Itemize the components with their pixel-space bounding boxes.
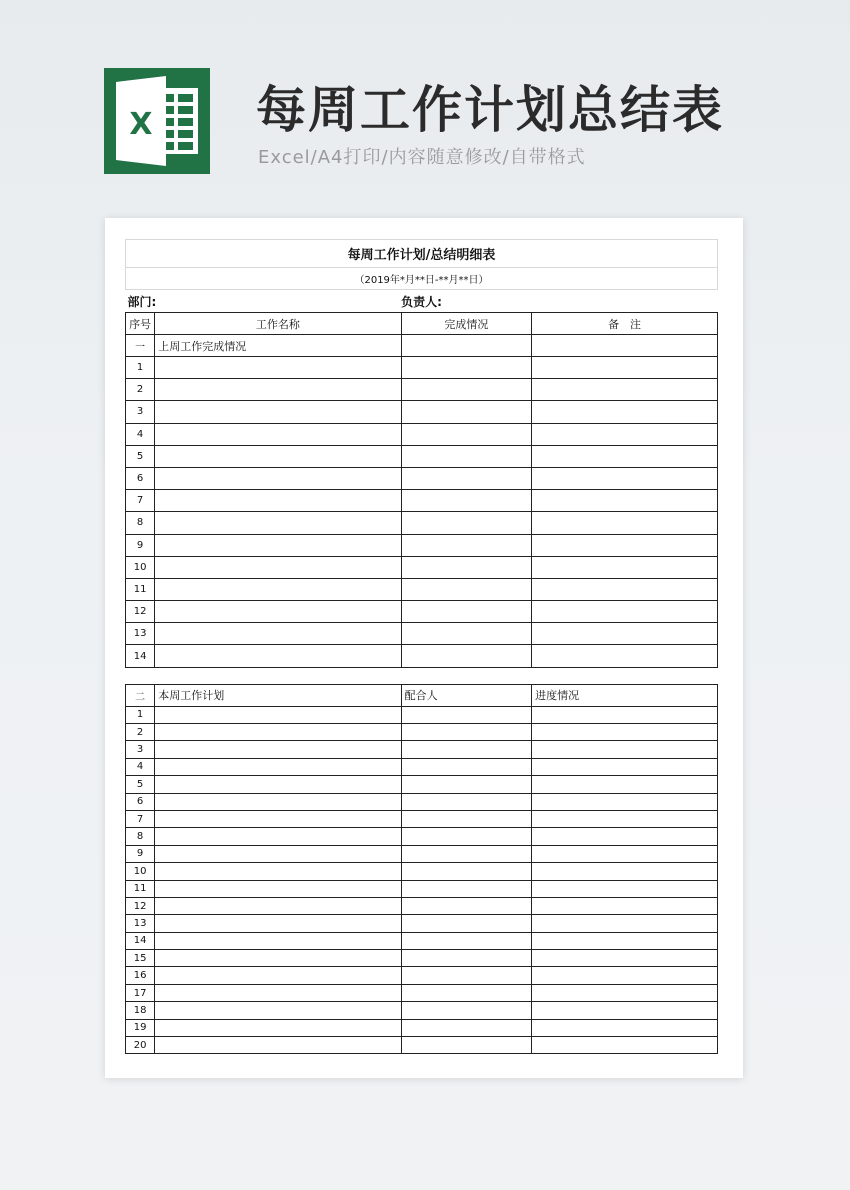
cell[interactable] [401,845,532,862]
cell[interactable] [532,810,718,827]
cell[interactable] [155,1019,401,1036]
cell[interactable] [401,967,532,984]
cell[interactable] [401,793,532,810]
cell[interactable] [401,915,532,932]
table-row [126,1037,718,1054]
cell[interactable] [155,1002,401,1019]
row-number: 1 [126,706,155,723]
cell[interactable] [401,880,532,897]
cell[interactable] [401,578,532,600]
cell[interactable] [155,706,401,723]
cell[interactable] [155,880,401,897]
table-row [126,490,718,512]
table-row [126,967,718,984]
cell[interactable] [532,357,718,379]
department-label: 部门: [127,294,157,309]
cell[interactable] [401,445,532,467]
row-number: 16 [126,967,155,984]
cell[interactable] [155,915,401,932]
row-number: 10 [126,863,155,880]
cell[interactable] [401,706,532,723]
cell[interactable] [401,776,532,793]
cell[interactable] [155,401,401,423]
col-header-notes: 备 注 [532,313,718,335]
table-row [126,1002,718,1019]
cell[interactable] [155,776,401,793]
cell[interactable] [532,1002,718,1019]
cell[interactable] [401,490,532,512]
row-number: 3 [126,741,155,758]
row-number: 5 [126,445,155,467]
cell[interactable] [155,845,401,862]
cell[interactable] [401,1002,532,1019]
row-number: 8 [126,828,155,845]
row-number: 5 [126,776,155,793]
cell[interactable] [532,556,718,578]
section-row [126,335,718,357]
cell[interactable] [532,880,718,897]
table-row [126,793,718,810]
cell[interactable] [401,335,532,357]
cell[interactable] [401,828,532,845]
cell[interactable] [532,724,718,741]
cell[interactable] [532,534,718,556]
section-index: 一 [126,335,155,357]
cell[interactable] [155,758,401,775]
cell[interactable] [532,776,718,793]
section-row [126,684,718,706]
row-number: 1 [126,357,155,379]
sheet-title: 每周工作计划/总结明细表 [126,240,718,268]
cell[interactable] [532,863,718,880]
row-number: 12 [126,897,155,914]
cell[interactable] [532,845,718,862]
cell[interactable] [401,467,532,489]
cell[interactable] [401,932,532,949]
row-number: 18 [126,1002,155,1019]
cell[interactable] [155,741,401,758]
cell[interactable] [401,534,532,556]
cell[interactable] [532,335,718,357]
column-header-row [126,313,718,335]
cell[interactable] [401,950,532,967]
cell[interactable] [155,445,401,467]
table-row [126,534,718,556]
cell[interactable] [155,1037,401,1054]
spacer [125,668,718,684]
cell[interactable] [401,984,532,1001]
row-number: 20 [126,1037,155,1054]
col-header-status: 完成情况 [401,313,532,335]
table-row [126,445,718,467]
table-row [126,776,718,793]
cell[interactable] [532,512,718,534]
cell[interactable] [401,423,532,445]
row-number: 8 [126,512,155,534]
col-header-index: 序号 [126,313,155,335]
table-row [126,512,718,534]
cell[interactable] [532,967,718,984]
cell[interactable] [532,706,718,723]
last-week-table [125,312,718,668]
cell[interactable] [155,534,401,556]
cell[interactable] [401,810,532,827]
cell[interactable] [155,357,401,379]
cell[interactable] [155,984,401,1001]
cell[interactable] [401,863,532,880]
page-title: 每周工作计划总结表 [256,81,724,139]
cell[interactable] [155,623,401,645]
cell[interactable] [532,1019,718,1036]
table-row [126,623,718,645]
table-row [126,423,718,445]
cell[interactable] [532,741,718,758]
table-row [126,724,718,741]
cell[interactable] [532,1037,718,1054]
cell[interactable] [401,1037,532,1054]
table-row [126,357,718,379]
row-number: 11 [126,880,155,897]
cell[interactable] [155,467,401,489]
row-number: 13 [126,623,155,645]
cell[interactable] [155,863,401,880]
row-number: 9 [126,534,155,556]
cell[interactable] [155,724,401,741]
cell[interactable] [155,810,401,827]
row-number: 4 [126,758,155,775]
cell[interactable] [155,793,401,810]
header [0,0,850,210]
cell[interactable] [401,379,532,401]
cell[interactable] [401,1019,532,1036]
table-row [126,578,718,600]
cell[interactable] [401,512,532,534]
col-header-partner: 配合人 [401,684,532,706]
cell[interactable] [532,401,718,423]
cell[interactable] [155,645,401,667]
date-range: （2019年*月**日-**月**日） [126,268,718,290]
table-row [126,810,718,827]
cell[interactable] [401,741,532,758]
cell[interactable] [155,490,401,512]
row-number: 6 [126,467,155,489]
cell[interactable] [401,724,532,741]
table-row [126,467,718,489]
table-row [126,758,718,775]
cell[interactable] [532,490,718,512]
table-row [126,984,718,1001]
cell[interactable] [532,915,718,932]
row-number: 7 [126,490,155,512]
row-number: 15 [126,950,155,967]
cell[interactable] [401,357,532,379]
cell[interactable] [155,967,401,984]
section-label: 上周工作完成情况 [155,335,401,357]
page-subtitle: Excel/A4打印/内容随意修改/自带格式 [258,147,586,168]
table-row [126,863,718,880]
col-header-task: 工作名称 [155,313,401,335]
table-row [126,645,718,667]
this-week-table [125,684,718,1055]
cell[interactable] [532,445,718,467]
cell[interactable] [401,897,532,914]
svg-text:X: X [129,107,153,142]
row-number: 4 [126,423,155,445]
row-number: 9 [126,845,155,862]
table-row [126,1019,718,1036]
cell[interactable] [155,932,401,949]
row-number: 14 [126,932,155,949]
cell[interactable] [401,556,532,578]
table-row [126,950,718,967]
cell[interactable] [401,601,532,623]
cell[interactable] [532,623,718,645]
table-row [126,932,718,949]
cell[interactable] [532,423,718,445]
cell[interactable] [401,645,532,667]
cell[interactable] [532,379,718,401]
row-number: 17 [126,984,155,1001]
cell[interactable] [155,950,401,967]
cell[interactable] [532,758,718,775]
cell[interactable] [401,623,532,645]
table-row [126,897,718,914]
cell[interactable] [155,828,401,845]
cell[interactable] [532,950,718,967]
row-number: 2 [126,379,155,401]
sheet-header-table [125,239,718,312]
cell[interactable] [532,645,718,667]
cell[interactable] [155,601,401,623]
cell[interactable] [155,897,401,914]
cell[interactable] [532,932,718,949]
document-page [105,218,743,1078]
cell[interactable] [532,467,718,489]
table-row [126,379,718,401]
cell[interactable] [532,578,718,600]
section-label: 本周工作计划 [155,684,401,706]
row-number: 11 [126,578,155,600]
cell[interactable] [155,512,401,534]
table-row [126,845,718,862]
cell[interactable] [401,401,532,423]
table-row [126,880,718,897]
row-number: 14 [126,645,155,667]
cell[interactable] [532,828,718,845]
cell[interactable] [532,897,718,914]
cell[interactable] [155,423,401,445]
row-number: 3 [126,401,155,423]
cell[interactable] [155,556,401,578]
row-number: 6 [126,793,155,810]
table-row [126,741,718,758]
row-number: 2 [126,724,155,741]
cell[interactable] [155,379,401,401]
table-row [126,601,718,623]
col-header-progress: 进度情况 [532,684,718,706]
excel-icon [104,68,210,174]
cell[interactable] [532,601,718,623]
cell[interactable] [532,793,718,810]
cell[interactable] [401,758,532,775]
row-number: 10 [126,556,155,578]
row-number: 12 [126,601,155,623]
table-row [126,915,718,932]
table-row [126,828,718,845]
table-row [126,706,718,723]
row-number: 7 [126,810,155,827]
table-row [126,556,718,578]
spreadsheet [125,239,718,1054]
row-number: 13 [126,915,155,932]
cell[interactable] [532,984,718,1001]
section-index: 二 [126,684,155,706]
owner-label: 负责人: [401,294,442,309]
table-row [126,401,718,423]
row-number: 19 [126,1019,155,1036]
cell[interactable] [155,578,401,600]
